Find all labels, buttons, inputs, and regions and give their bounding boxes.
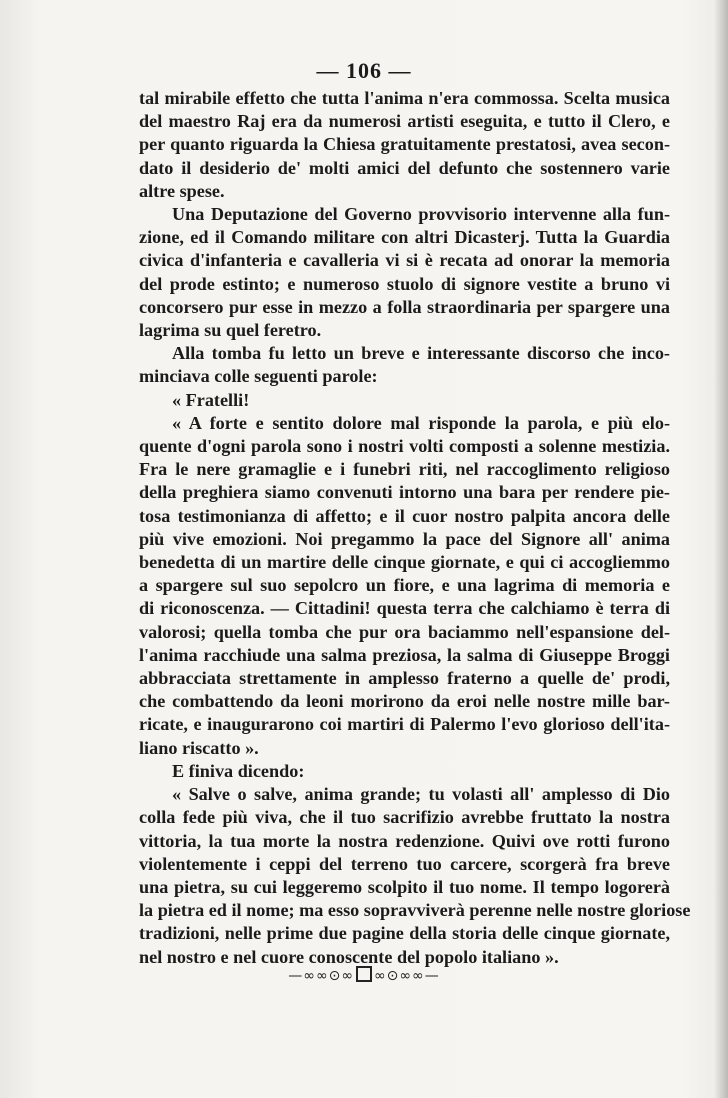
text-line: colla fede più viva, che il tuo sacrifizio avrebbe fruttato la nostra [139,807,670,828]
paragraph [139,342,670,388]
page-edge-shadow [714,0,728,1098]
text-line: « A forte e sentito dolore mal risponde la parola, e più elo- [172,412,670,433]
text-line: vittoria, la tua morte la nostra redenzione. Quivi ove rotti furono [139,830,670,851]
text-line: altre spese. [139,180,225,201]
text-line: Alla tomba fu letto un breve e interessante discorso che inco- [172,343,670,364]
text-line: la pietra ed il nome; ma esso sopravviverà perenne nelle nostre gloriose [139,900,691,921]
paragraph [139,760,670,783]
ornament-center-icon [356,966,372,982]
paragraph [139,783,691,969]
text-line: una pietra, su cui leggeremo scolpito il tuo nome. Il tempo logorerà [139,876,670,897]
text-line: della preghiera siamo convenuti intorno una bara per rendere pie- [139,482,670,503]
text-line: minciava colle seguenti parole: [139,366,378,387]
text-line: l'anima racchiude una salma preziosa, la salma di Giuseppe Broggi [139,644,670,665]
text-line: Una Deputazione del Governo provvisorio intervenne alla fun- [172,204,670,225]
text-line: violentemente i ceppi del terreno tuo carcere, scorgerà fra breve [139,853,670,874]
text-line: « Fratelli! [172,389,250,410]
paragraph [139,87,670,203]
text-line: dato il desiderio de' molti amici del defunto che sostennero varie [139,157,670,178]
text-line: concorsero pur esse in mezzo a folla straordinaria per spargere una [139,296,670,317]
text-line: liano riscatto ». [139,737,259,758]
text-line: E finiva dicendo: [172,760,305,781]
text-line: tal mirabile effetto che tutta l'anima n'era commossa. Scelta musica [139,88,670,108]
text-line: tosa testimonianza di affetto; e il cuor nostro palpita ancora delle [139,505,670,526]
text-line: benedetta di un martire delle cinque giornate, e qui ci accogliemmo [139,552,670,573]
text-line: nel nostro e nel cuore conoscente del popolo italiano ». [139,946,559,967]
ornament-left: —∞∞⊙∞ [288,968,354,984]
paragraph [139,412,670,760]
text-line: più vive emozioni. Noi pregammo la pace del Signore all' anima [139,528,670,549]
text-line: tradizioni, nelle prime due pagine della storia delle cinque giornate, [139,923,670,944]
paragraph [139,389,670,412]
text-line: zione, ed il Comando militare con altri Dicasterj. Tutta la Guardia [139,227,670,248]
text-line: lagrima su quel feretro. [139,320,322,341]
text-line: abbracciata strettamente in amplesso fraterno a quelle de' prodi, [139,668,670,689]
page-number: — 106 — [316,58,412,83]
ornament-right: ∞⊙∞∞— [374,968,440,984]
text-line: valorosi; quella tomba che pur ora baciammo nell'espansione del- [139,621,670,642]
text-line: che combattendo da leoni morirono da eroi nelle nostre mille bar- [139,691,670,712]
text-line: di riconoscenza. — Cittadini! questa terra che calchiamo è terra di [139,598,670,619]
text-line: « Salve o salve, anima grande; tu volasti all' amplesso di Dio [172,784,670,805]
text-line: civica d'infanteria e cavalleria vi si è recata ad onorar la memoria [139,250,670,271]
text-line: del maestro Raj era da numerosi artisti eseguita, e tutto il Clero, e [139,111,670,132]
text-line: a spargere sul suo sepolcro un fiore, e una lagrima di memoria e [139,575,670,596]
text-line: Fra le nere gramaglie e i funebri riti, nel raccoglimento religioso [139,459,670,480]
text-line: per quanto riguarda la Chiesa gratuitamente prestatosi, avea secon- [139,134,670,155]
tailpiece-ornament [0,966,728,984]
paragraph [139,203,670,342]
text-line: quente d'ogni parola sono i nostri volti composti a solenne mestizia. [139,436,670,457]
body-text [139,87,691,969]
text-line: ricate, e inaugurarono coi martiri di Palermo l'evo glorioso dell'ita- [139,714,670,735]
text-line: del prode estinto; e numeroso stuolo di signore vestite a bruno vi [139,273,670,294]
